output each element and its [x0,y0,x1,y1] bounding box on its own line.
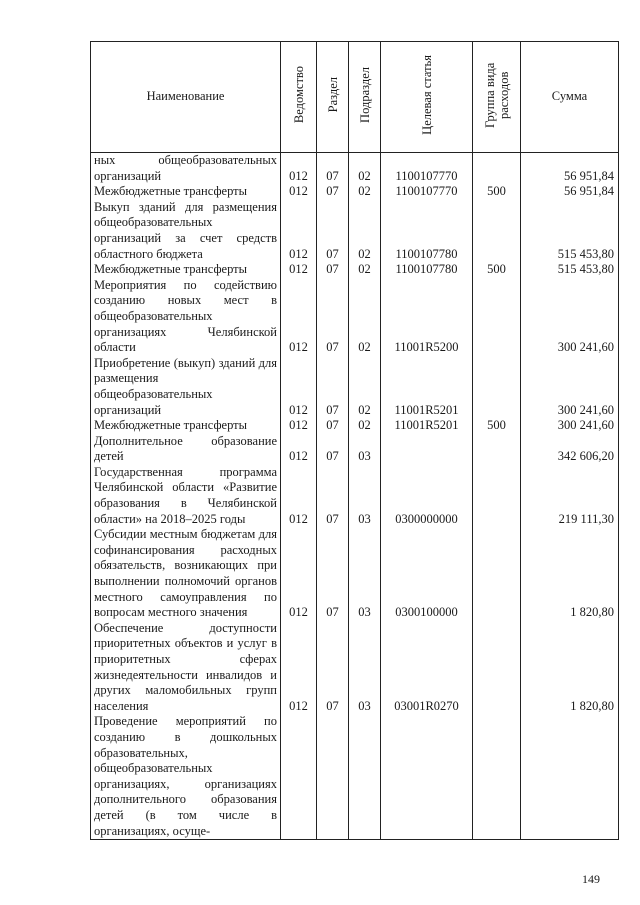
cell-name: Обеспечение доступности приоритетных объектов и услуг в приоритетных сферах жизнедеятельности инвалидов и других маломобильных групп населения [91,621,281,715]
cell-summa: 56 951,84 [521,184,619,200]
cell-name: Мероприятия по содействию созданию новых мест в общеобразовательных организациях Челябинской области [91,278,281,356]
table-row [91,714,619,839]
cell-vedomstvo: 012 [281,278,317,356]
table-row [91,465,619,527]
cell-vedomstvo: 012 [281,262,317,278]
cell-celevaya: 11001R5201 [381,418,473,434]
cell-gruppa [473,527,521,621]
cell-celevaya: 1100107780 [381,262,473,278]
cell-name: Приобретение (выкуп) зданий для размещения общеобразовательных организаций [91,356,281,418]
cell-podrazdel: 02 [349,418,381,434]
table-row [91,434,619,465]
cell-razdel [317,714,349,839]
cell-celevaya: 0300100000 [381,527,473,621]
cell-celevaya: 1100107770 [381,153,473,185]
cell-vedomstvo: 012 [281,434,317,465]
cell-podrazdel: 02 [349,262,381,278]
cell-name: Выкуп зданий для размещения общеобразовательных организаций за счет средств областного бюджета [91,200,281,262]
cell-vedomstvo: 012 [281,418,317,434]
cell-gruppa [473,200,521,262]
cell-summa: 300 241,60 [521,278,619,356]
cell-razdel: 07 [317,434,349,465]
cell-gruppa [473,153,521,185]
cell-razdel: 07 [317,621,349,715]
cell-summa: 300 241,60 [521,418,619,434]
header-gruppa: Группа вида расходов [473,42,521,153]
page-number: 149 [582,872,600,886]
cell-celevaya: 0300000000 [381,465,473,527]
cell-vedomstvo: 012 [281,200,317,262]
cell-razdel: 07 [317,356,349,418]
header-row [91,42,619,153]
cell-podrazdel: 02 [349,153,381,185]
cell-razdel: 07 [317,527,349,621]
table-row [91,153,619,185]
cell-podrazdel: 02 [349,356,381,418]
cell-razdel: 07 [317,465,349,527]
cell-gruppa [473,434,521,465]
table-row [91,621,619,715]
header-summa: Сумма [521,42,619,153]
table-row [91,356,619,418]
cell-gruppa [473,621,521,715]
header-celevaya: Целевая статья [381,42,473,153]
cell-celevaya: 11001R5201 [381,356,473,418]
cell-name: Дополнительное образование детей [91,434,281,465]
cell-podrazdel: 03 [349,621,381,715]
cell-podrazdel: 02 [349,184,381,200]
header-podrazdel: Подраздел [349,42,381,153]
cell-summa: 1 820,80 [521,527,619,621]
cell-celevaya: 11001R5200 [381,278,473,356]
cell-gruppa: 500 [473,262,521,278]
cell-gruppa [473,278,521,356]
cell-name: Межбюджетные трансферты [91,184,281,200]
cell-vedomstvo: 012 [281,184,317,200]
cell-summa: 515 453,80 [521,200,619,262]
header-name: Наименование [91,42,281,153]
cell-vedomstvo: 012 [281,527,317,621]
cell-vedomstvo: 012 [281,356,317,418]
cell-name: ных общеобразовательных организаций [91,153,281,185]
cell-podrazdel: 03 [349,527,381,621]
cell-summa: 219 111,30 [521,465,619,527]
table-row [91,262,619,278]
cell-razdel: 07 [317,153,349,185]
cell-celevaya: 1100107780 [381,200,473,262]
cell-vedomstvo: 012 [281,153,317,185]
cell-summa [521,714,619,839]
cell-podrazdel: 03 [349,434,381,465]
header-razdel: Раздел [317,42,349,153]
cell-vedomstvo: 012 [281,465,317,527]
cell-podrazdel: 02 [349,278,381,356]
cell-gruppa [473,714,521,839]
cell-celevaya: 03001R0270 [381,621,473,715]
cell-gruppa: 500 [473,184,521,200]
cell-vedomstvo [281,714,317,839]
cell-name: Межбюджетные трансферты [91,418,281,434]
header-vedomstvo: Ведомство [281,42,317,153]
table-row [91,200,619,262]
cell-gruppa [473,356,521,418]
cell-podrazdel: 03 [349,465,381,527]
cell-summa: 515 453,80 [521,262,619,278]
table-header [91,42,619,153]
cell-celevaya [381,434,473,465]
table-row [91,527,619,621]
budget-table [90,41,619,840]
table-row [91,184,619,200]
table-row [91,418,619,434]
cell-razdel: 07 [317,262,349,278]
cell-name: Межбюджетные трансферты [91,262,281,278]
table-row [91,278,619,356]
cell-name: Проведение мероприятий по созданию в дошкольных образовательных, общеобразовательных организациях, организациях дополнительного образования детей (в том числе в организациях, осуще- [91,714,281,839]
cell-vedomstvo: 012 [281,621,317,715]
cell-summa: 56 951,84 [521,153,619,185]
cell-razdel: 07 [317,200,349,262]
cell-razdel: 07 [317,278,349,356]
cell-razdel: 07 [317,418,349,434]
table-body [91,153,619,840]
cell-gruppa: 500 [473,418,521,434]
cell-podrazdel: 02 [349,200,381,262]
cell-name: Государственная программа Челябинской области «Развитие образования в Челябинской области» на 2018–2025 годы [91,465,281,527]
cell-name: Субсидии местным бюджетам для софинансирования расходных обязательств, возникающих при выполнении полномочий органов местного самоуправления по вопросам местного значения [91,527,281,621]
cell-razdel: 07 [317,184,349,200]
cell-podrazdel [349,714,381,839]
cell-summa: 300 241,60 [521,356,619,418]
cell-summa: 342 606,20 [521,434,619,465]
cell-celevaya: 1100107770 [381,184,473,200]
cell-gruppa [473,465,521,527]
cell-summa: 1 820,80 [521,621,619,715]
cell-celevaya [381,714,473,839]
